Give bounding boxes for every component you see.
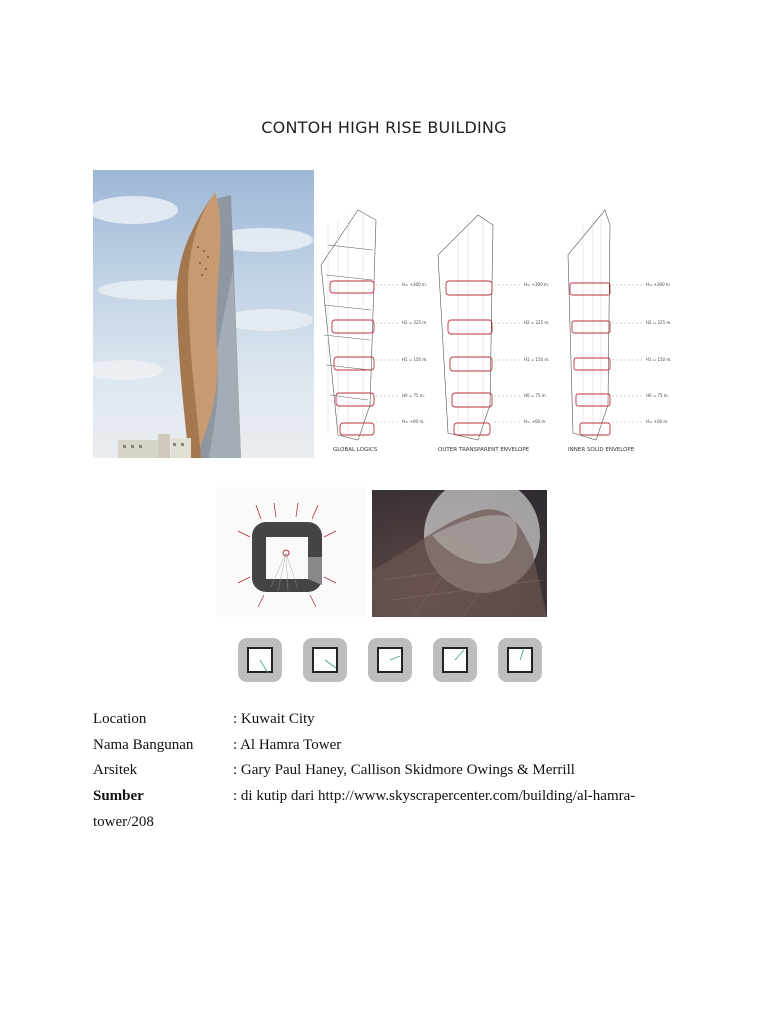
level-label: H2 = 225 m. — [646, 320, 672, 325]
level-label: H= +300 m. — [402, 282, 428, 287]
level-label: H2 = 225 m. — [524, 320, 550, 325]
level-label: H= +300 m. — [524, 282, 550, 287]
caption-inner-envelope: INNER SOLID ENVELOPE — [568, 447, 635, 453]
info-row-location — [93, 711, 693, 737]
info-label: Arsitek — [93, 762, 138, 778]
level-label: H= +00 m. — [402, 419, 425, 424]
level-label: H= +300 m. — [646, 282, 672, 287]
floor-plan-sequence-drawing — [228, 628, 553, 696]
satellite-map — [372, 490, 547, 617]
caption-global-logics: GLOBAL LOGICS — [333, 447, 378, 453]
level-label: H2 = 225 m. — [402, 320, 428, 325]
envelope-diagram — [318, 205, 673, 460]
level-label: H0 = 75 m. — [524, 393, 547, 398]
floor-plan-diagram — [216, 487, 366, 617]
page-title: CONTOH HIGH RISE BUILDING — [261, 118, 507, 137]
info-row-source — [93, 788, 693, 814]
info-label: Location — [93, 711, 147, 727]
building-info — [93, 711, 693, 830]
floor-plan-sequence — [228, 628, 553, 696]
tower-illustration — [93, 170, 314, 458]
info-source-continuation: tower/208 — [93, 814, 154, 830]
info-row-building-name — [93, 737, 693, 763]
floor-plan-drawing — [216, 487, 366, 617]
level-label: H1 = 150 m. — [524, 357, 550, 362]
level-label: H0 = 75 m. — [402, 393, 425, 398]
info-label: Sumber — [93, 787, 144, 804]
info-value: : Al Hamra Tower — [233, 736, 342, 753]
level-label: H= +00 m. — [524, 419, 547, 424]
level-label: H= +00 m. — [646, 419, 669, 424]
info-value: : Gary Paul Haney, Callison Skidmore Owings & Merrill — [233, 762, 575, 778]
level-label: H0 = 75 m. — [646, 393, 669, 398]
level-label: H1 = 150 m. — [646, 357, 672, 362]
envelope-drawing — [318, 205, 673, 460]
caption-outer-envelope: OUTER TRANSPARENT ENVELOPE — [438, 447, 530, 453]
info-value: : Kuwait City — [233, 711, 315, 727]
info-row-architect — [93, 762, 693, 788]
info-label: Nama Bangunan — [93, 736, 194, 753]
level-label: H1 = 150 m. — [402, 357, 428, 362]
info-value: : di kutip dari http://www.skyscrapercenter.com/building/al-hamra- — [233, 787, 636, 804]
satellite-drawing — [372, 490, 547, 617]
tower-photo — [93, 170, 314, 458]
